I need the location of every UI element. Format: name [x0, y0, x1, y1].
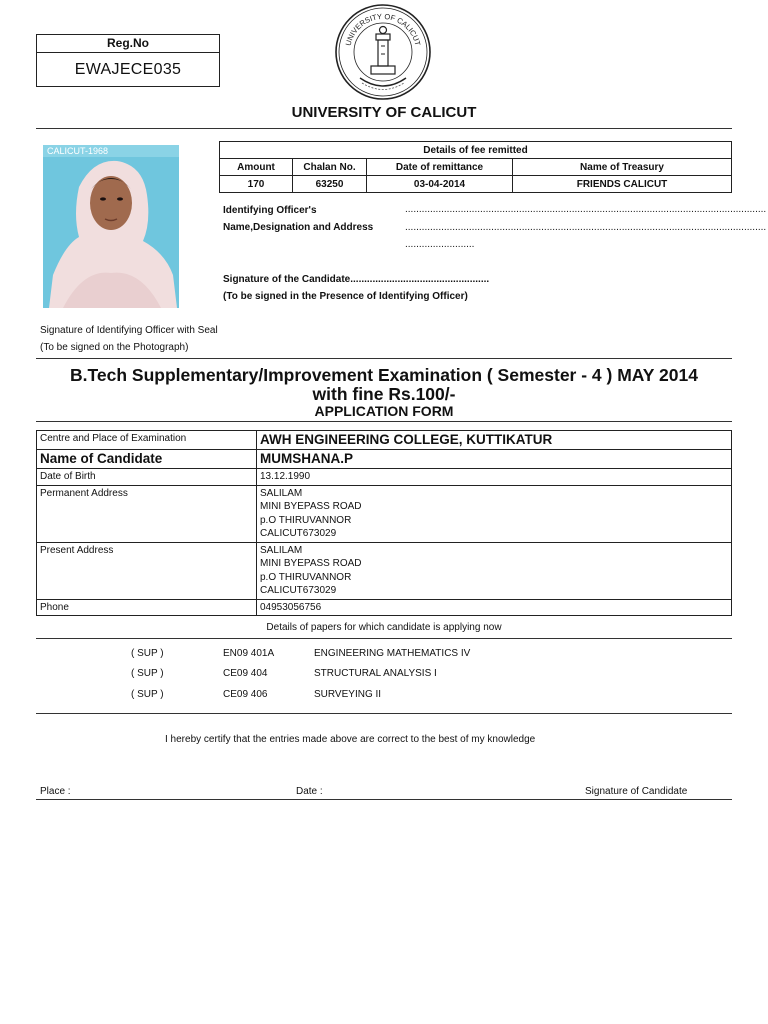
exam-title-line1: B.Tech Supplementary/Improvement Examination ( Semester - 4 ) MAY 2014 [70, 365, 698, 385]
address-line: SALILAM [260, 544, 303, 556]
university-title: UNIVERSITY OF CALICUT [291, 104, 477, 121]
officer-label-line2: Name,Designation and Address [223, 222, 374, 233]
paper-type: ( SUP ) [131, 689, 164, 700]
certification-text: I hereby certify that the entries made above are correct to the best of my knowledge [165, 734, 536, 745]
paper-name: STRUCTURAL ANALYSIS I [314, 668, 437, 679]
paper-name: SURVEYING II [314, 689, 382, 700]
candidate-signature-label: Signature of the Candidate.................................................. [223, 274, 490, 285]
table-row [37, 599, 732, 616]
fee-amount: 170 [220, 176, 293, 193]
present-address-label: Present Address [37, 542, 257, 599]
paper-row [0, 668, 768, 684]
address-line: CALICUT673029 [260, 585, 337, 596]
university-seal-logo [332, 4, 434, 100]
divider [36, 358, 732, 359]
address-line: SALILAM [260, 487, 303, 499]
reg-no-box [36, 34, 220, 87]
fee-col-amount: Amount [220, 159, 293, 176]
phone-label: Phone [37, 599, 257, 616]
officer-dots-3: ......................... [405, 239, 475, 250]
candidate-photo [43, 145, 179, 308]
table-row [37, 450, 732, 469]
fee-table-heading: Details of fee remitted [220, 142, 732, 159]
signature-label: Signature of Candidate [585, 786, 688, 797]
fee-table-row [220, 176, 732, 193]
reg-no-label: Reg.No [37, 35, 219, 53]
dob-value: 13.12.1990 [257, 469, 732, 486]
name-value: MUMSHANA.P [257, 450, 732, 469]
seal-text: UNIVERSITY OF CALICUT [343, 11, 423, 47]
exam-title [0, 366, 768, 404]
address-line: CALICUT673029 [260, 528, 337, 539]
divider [36, 713, 732, 714]
photo-banner-text: CALICUT-1968 [47, 146, 109, 156]
place-label: Place : [40, 786, 71, 797]
fee-treasury: FRIENDS CALICUT [513, 176, 732, 193]
paper-type: ( SUP ) [131, 648, 164, 659]
date-label: Date : [296, 786, 323, 797]
papers-note: Details of papers for which candidate is applying now [266, 622, 502, 633]
paper-row [0, 648, 768, 664]
table-row [37, 431, 732, 450]
officer-dots-2: .................................................................................................................................. [405, 222, 767, 233]
paper-row [0, 689, 768, 705]
fee-col-chalan: Chalan No. [293, 159, 367, 176]
table-row [37, 485, 732, 542]
candidate-signature-note: (To be signed in the Presence of Identifying Officer) [223, 291, 468, 302]
dob-label: Date of Birth [37, 469, 257, 486]
present-address-value [257, 542, 732, 599]
divider [36, 799, 732, 800]
officer-label-line1: Identifying Officer's [223, 205, 317, 216]
divider [36, 638, 732, 639]
centre-label: Centre and Place of Examination [37, 431, 257, 450]
permanent-address-label: Permanent Address [37, 485, 257, 542]
fee-table [219, 141, 732, 193]
fee-date: 03-04-2014 [367, 176, 513, 193]
name-label: Name of Candidate [37, 450, 257, 469]
exam-title-line2: with fine Rs.100/- [312, 384, 456, 404]
address-line: MINI BYEPASS ROAD [260, 558, 362, 569]
officer-dots-1: .................................................................................................................................. [405, 204, 767, 215]
fee-col-treasury: Name of Treasury [513, 159, 732, 176]
divider [36, 128, 732, 129]
application-form-title: APPLICATION FORM [314, 403, 454, 419]
officer-seal-note: Signature of Identifying Officer with Seal [40, 325, 218, 336]
permanent-address-value [257, 485, 732, 542]
fee-table-header-row [220, 159, 732, 176]
centre-value: AWH ENGINEERING COLLEGE, KUTTIKATUR [257, 431, 732, 450]
photo-sign-note: (To be signed on the Photograph) [40, 342, 189, 353]
paper-type: ( SUP ) [131, 668, 164, 679]
candidate-details-table [36, 430, 732, 616]
address-line: p.O THIRUVANNOR [260, 571, 352, 583]
phone-value: 04953056756 [257, 599, 732, 616]
paper-name: ENGINEERING MATHEMATICS IV [314, 648, 471, 659]
address-line: p.O THIRUVANNOR [260, 514, 352, 526]
table-row [37, 469, 732, 486]
paper-code: CE09 404 [223, 668, 268, 679]
address-line: MINI BYEPASS ROAD [260, 501, 362, 512]
table-row [37, 542, 732, 599]
divider [36, 421, 732, 422]
paper-code: CE09 406 [223, 689, 268, 700]
reg-no-value: EWAJECE035 [74, 61, 182, 78]
fee-chalan-no: 63250 [293, 176, 367, 193]
paper-code: EN09 401A [223, 648, 275, 659]
fee-col-date: Date of remittance [367, 159, 513, 176]
